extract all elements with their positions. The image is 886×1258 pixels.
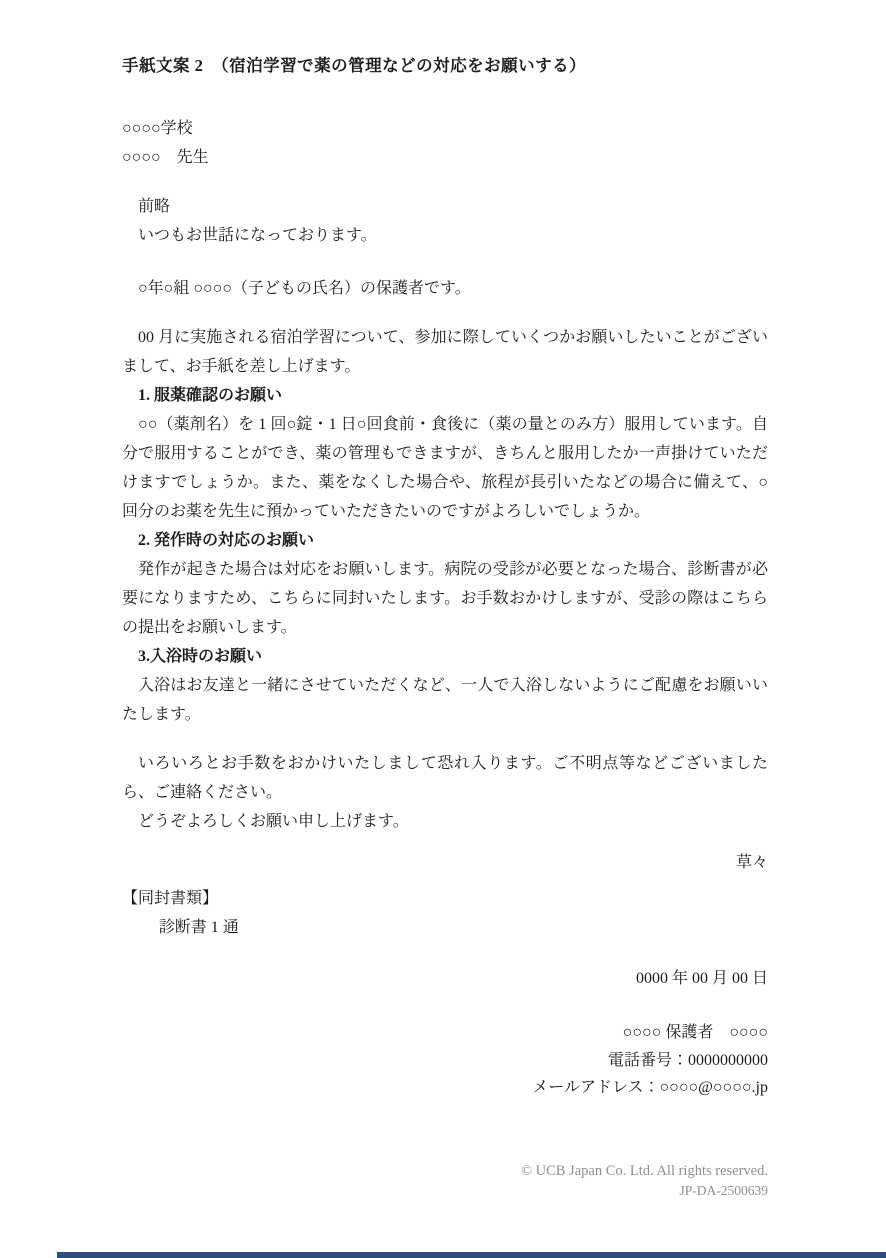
section-1-heading: 1. 服薬確認のお願い: [138, 387, 283, 404]
intro-purpose: 00 月に実施される宿泊学習について、参加に際していくつかお願いしたいことがございまして、お手紙を差し上げます。: [122, 329, 768, 375]
section-3-body: 入浴はお友達と一緒にさせていただくなど、一人で入浴しないようにご配慮をお願いいたします。: [122, 677, 768, 723]
section-medication-check: [122, 381, 768, 526]
closing-sousou: 草々: [735, 854, 768, 871]
section-1-body: ○○（薬剤名）を 1 回○錠・1 日○回食前・食後に（薬の量とのみ方）服用しています。自分で服用することができ、薬の管理もできますが、きちんと服用したか一声掛けていただけますでしょうか。また、薬をなくした場合や、旅程が長引いたなどの場合に備えて、○回分のお薬を先生に預かっていただきたいのですがよろしいでしょうか。: [122, 416, 768, 520]
enclosure-item: 診断書 1 通: [158, 919, 239, 936]
enclosure-heading: 【同封書類】: [122, 890, 219, 907]
document-code: JP-DA-2500639: [679, 1182, 768, 1198]
section-bathing: [122, 642, 768, 729]
signature-block: [122, 1019, 768, 1102]
section-2-heading: 2. 発作時の対応のお願い: [138, 532, 315, 549]
page-footer: [122, 1162, 768, 1200]
letter-date: 0000 年 00 月 00 日: [635, 970, 768, 987]
signature-email: メールアドレス：○○○○@○○○○.jp: [532, 1079, 768, 1096]
section-seizure-response: [122, 526, 768, 642]
section-3-heading: 3.入浴時のお願い: [138, 648, 263, 665]
signature-phone: 電話番号：0000000000: [607, 1051, 768, 1069]
bottom-bar: [57, 1252, 886, 1258]
closing-regards: どうぞよろしくお願い申し上げます。: [138, 813, 409, 830]
greeting-opener: 前略: [138, 198, 171, 215]
closing-thanks: いろいろとお手数をおかけいたしまして恐れ入ります。ご不明点等などございましたら、ご連絡ください。: [122, 755, 768, 801]
recipient-school: ○○○○学校: [122, 120, 193, 137]
recipient-teacher: ○○○○ 先生: [122, 149, 209, 166]
section-2-body: 発作が起きた場合は対応をお願いします。病院の受診が必要となった場合、診断書が必要になりますため、こちらに同封いたします。お手数おかけしますが、受診の際はこちらの提出をお願いします。: [122, 561, 768, 636]
greeting-line: いつもお世話になっております。: [138, 227, 377, 244]
copyright-text: © UCB Japan Co. Ltd. All rights reserved.: [520, 1162, 768, 1179]
document-title: 手紙文案 2 （宿泊学習で薬の管理などの対応をお願いする）: [122, 56, 587, 75]
intro-identity: ○年○組 ○○○○（子どもの氏名）の保護者です。: [138, 280, 471, 297]
signature-name: ○○○○ 保護者 ○○○○: [622, 1024, 768, 1041]
